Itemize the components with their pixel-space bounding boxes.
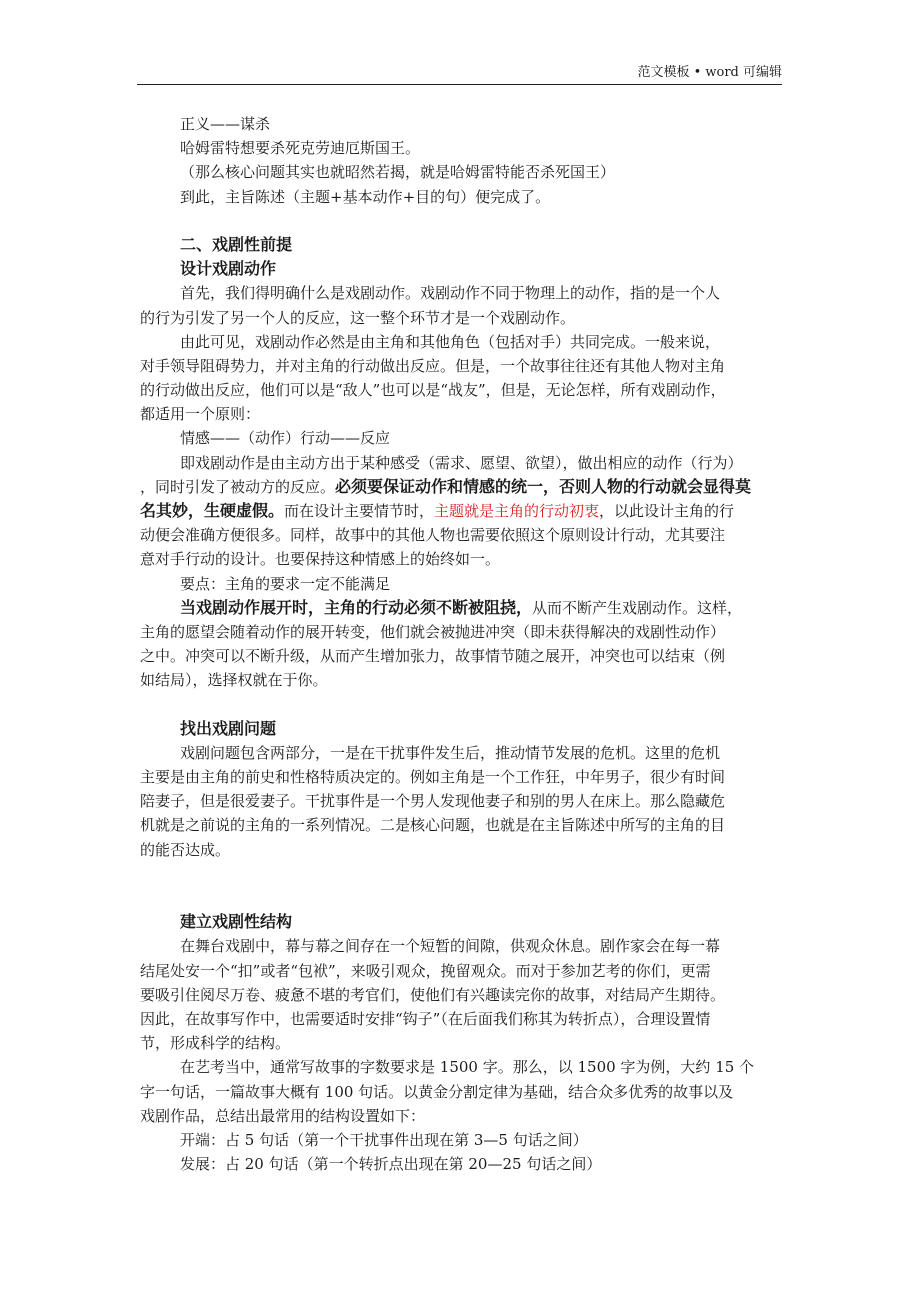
- paragraph-line: 主角的愿望会随着动作的展开转变，他们就会被抛进冲突（即未获得解决的戏剧性动作）: [140, 622, 726, 641]
- intro-line: （那么核心问题其实也就昭然若揭，就是哈姆雷特能否杀死国王）: [180, 163, 616, 182]
- paragraph-line: 意对手行动的设计。也要保持这种情感上的始终如一。: [140, 550, 501, 569]
- paragraph-line: 都适用一个原则：: [140, 405, 261, 424]
- paragraph-line: 由此可见，戏剧动作必然是由主角和其他角色（包括对手）共同完成。一般来说，: [180, 332, 721, 351]
- paragraph-line: [140, 596, 786, 620]
- paragraph-line: 在艺考当中，通常写故事的字数要求是 1500 字。那么，以 1500 字为例，大约 15 个: [180, 1058, 755, 1077]
- text-run: 而在设计主要情节时，: [284, 502, 435, 520]
- section-heading: 二、戏剧性前提: [180, 234, 293, 254]
- paragraph-line: 的能否达成。: [140, 840, 231, 859]
- paragraph-line: 动便会准确方便很多。同样，故事中的其他人物也需要依照这个原则设计行动，尤其要注: [140, 526, 726, 545]
- document-body: [140, 112, 786, 1176]
- structure-item: 开端：占 5 句话（第一个干扰事件出现在第 3—5 句话之间）: [180, 1130, 588, 1149]
- paragraph-line: 字一句话，一篇故事大概有 100 句话。以黄金分割定律为基础，结合众多优秀的故事以及: [140, 1082, 734, 1101]
- paragraph-line: 结尾处安一个“扣”或者“包袱”，来吸引观众，挽留观众。而对于参加艺考的你们，更需: [140, 961, 711, 980]
- paragraph-line: [140, 499, 786, 523]
- paragraph-line: 之中。冲突可以不断升级，从而产生增加张力，故事情节随之展开，冲突也可以结束（例: [140, 647, 726, 666]
- page-header: 范文模板 • word 可编辑: [137, 64, 782, 85]
- text-run: ，同时引发了被动方的反应。: [140, 477, 336, 496]
- paragraph-line: 陪妻子，但是很爱妻子。干扰事件是一个男人发现他妻子和别的男人在床上。那么隐藏危: [140, 792, 726, 811]
- intro-line: 到此，主旨陈述（主题+基本动作+目的句）便完成了。: [180, 187, 551, 206]
- key-point-line: 要点：主角的要求一定不能满足: [180, 574, 391, 593]
- bold-emphasis: 当戏剧动作展开时，主角的行动必须不断被阻挠，: [180, 597, 533, 617]
- subsection-heading: 设计戏剧动作: [180, 259, 277, 279]
- intro-line: 哈姆雷特想要杀死克劳迪厄斯国王。: [180, 139, 421, 158]
- paragraph-line: 的行动做出反应，他们可以是“敌人”也可以是“战友”，但是，无论怎样，所有戏剧动作，: [140, 381, 726, 400]
- text-run: 从而不断产生戏剧动作。这样，: [532, 598, 743, 617]
- subsection-heading: 找出戏剧问题: [180, 718, 277, 738]
- paragraph-line: 机就是之前说的主角的一系列情况。二是核心问题，也就是在主旨陈述中所写的主角的目: [140, 816, 726, 835]
- paragraph-line: 戏剧作品，总结出最常用的结构设置如下：: [140, 1106, 426, 1125]
- bold-emphasis: 必须要保证动作和情感的统一，否则人物的行动就会显得莫: [335, 476, 752, 496]
- paragraph-line: 因此，在故事写作中，也需要适时安排“钩子”（在后面我们称其为转折点），合理设置情: [140, 1009, 711, 1028]
- red-emphasis: 主题就是主角的行动初衷: [434, 502, 600, 520]
- paragraph-line: 主要是由主角的前史和性格特质决定的。例如主角是一个工作狂，中年男子，很少有时间: [140, 768, 726, 787]
- paragraph-line: 即戏剧动作是由主动方出于某种感受（需求、愿望、欲望），做出相应的动作（行为）: [180, 453, 743, 472]
- bold-emphasis: 名其妙，生硬虚假。: [140, 501, 285, 520]
- subsection-heading: 建立戏剧性结构: [180, 912, 293, 932]
- paragraph-line: 对手领导阻碍势力，并对主角的行动做出反应。但是，一个故事往往还有其他人物对主角: [140, 356, 726, 375]
- text-run: ，以此设计主角的行: [599, 502, 735, 520]
- paragraph-line: 节，形成科学的结构。: [140, 1034, 291, 1053]
- paragraph-line: 在舞台戏剧中，幕与幕之间存在一个短暂的间隙，供观众休息。剧作家会在每一幕: [180, 937, 721, 956]
- paragraph-line: 如结局），选择权就在于你。: [140, 671, 328, 690]
- paragraph-line: [140, 475, 786, 499]
- paragraph-line: 戏剧问题包含两部分，一是在干扰事件发生后，推动情节发展的危机。这里的危机: [180, 743, 721, 762]
- intro-line: 正义——谋杀: [180, 115, 271, 133]
- paragraph-line: 的行为引发了另一个人的反应，这一整个环节才是一个戏剧动作。: [140, 308, 576, 327]
- paragraph-line: 首先，我们得明确什么是戏剧动作。戏剧动作不同于物理上的动作，指的是一个人: [180, 284, 721, 303]
- paragraph-line: 要吸引住阅尽万卷、疲惫不堪的考官们，使他们有兴趣读完你的故事，对结局产生期待。: [140, 985, 726, 1004]
- formula-line: 情感——（动作）行动——反应: [180, 429, 391, 448]
- structure-item: 发展：占 20 句话（第一个转折点出现在第 20—25 句话之间）: [180, 1155, 602, 1174]
